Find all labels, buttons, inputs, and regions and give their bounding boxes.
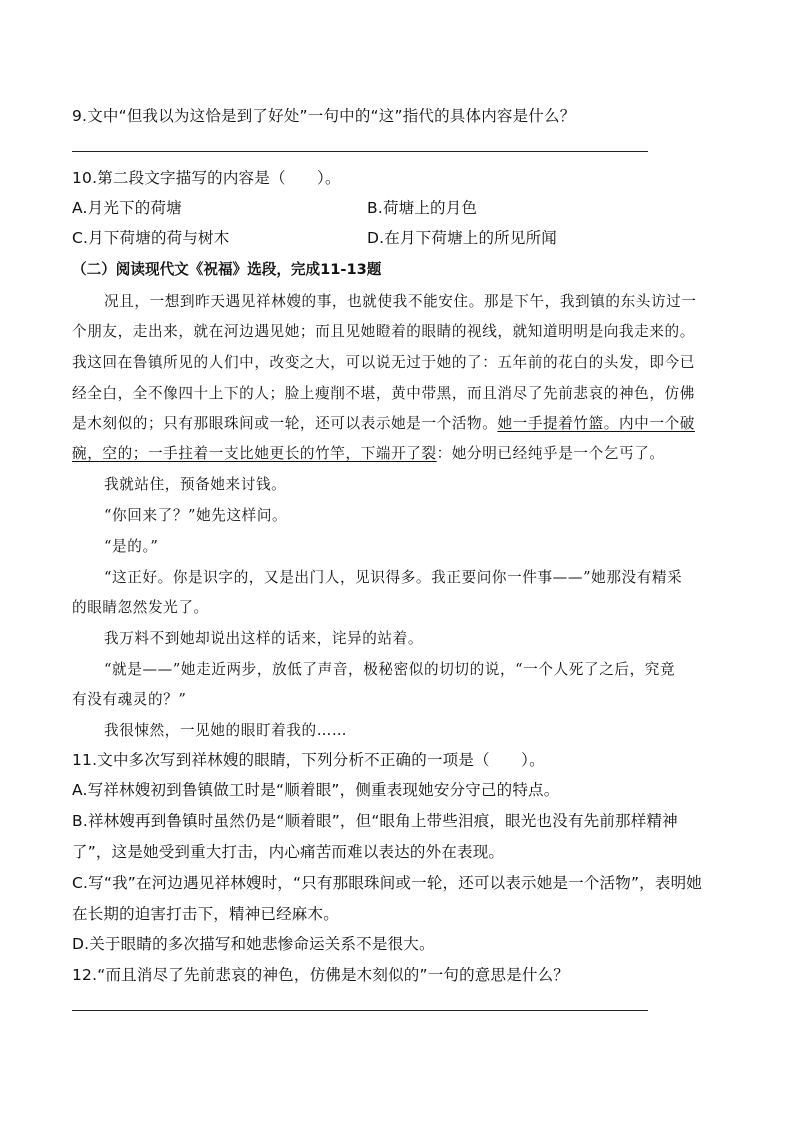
q11-stem: 11.文中多次写到祥林嫂的眼睛，下列分析不正确的一项是（ ）。: [72, 751, 545, 769]
q11-option-c: C.写“我”在河边遇见祥林嫂时，“只有那眼珠间或一轮，还可以表示她是一个活物”，表明她: [72, 874, 702, 892]
passage-line: 我这回在鲁镇所见的人们中，改变之大，可以说无过于她的了：五年前的花白的头发，即今已: [72, 354, 695, 371]
passage-line: “你回来了？”她先这样问。: [104, 507, 288, 524]
passage-line: [72, 414, 695, 434]
q11-option-b: B.祥林嫂再到鲁镇时虽然仍是“顺着眼”，但“眼角上带些泪痕，眼光也没有先前那样精神: [72, 812, 678, 830]
q11-option-d: D.关于眼睛的多次描写和她悲惨命运关系不是很大。: [72, 935, 435, 953]
q9-answer-line: [72, 151, 648, 152]
q11-option-c-cont: 在长期的迫害打击下，精神已经麻木。: [72, 905, 339, 923]
q10-stem: 10.第二段文字描写的内容是（ ）。: [72, 169, 341, 187]
underlined-passage: 她一手提着竹篮。内中一个破: [497, 415, 695, 432]
passage-line: “是的。”: [104, 538, 159, 555]
q12-answer-line: [72, 1010, 648, 1011]
q10-option-c: C.月下荷塘的荷与树木: [72, 229, 230, 247]
q10-option-d: D.在月下荷塘上的所见所闻: [367, 229, 557, 247]
passage-line: “就是——”她走近两步，放低了声音，极秘密似的切切的说，“一个人死了之后，究竟: [104, 661, 676, 678]
passage-line: 况且，一想到昨天遇见祥林嫂的事，也就使我不能安住。那是下午，我到镇的东头访过一: [104, 293, 697, 310]
passage-line: 我很悚然，一见她的眼盯着我的……: [104, 722, 348, 739]
passage-line: [72, 444, 665, 464]
passage-line: 经全白，全不像四十上下的人；脸上瘦削不堪，黄中带黑，而且消尽了先前悲哀的神色，仿佛: [72, 385, 695, 402]
q9-stem: 9.文中“但我以为这恰是到了好处”一句中的“这”指代的具体内容是什么？: [72, 107, 576, 125]
passage-line: 我万料不到她却说出这样的话来，诧异的站着。: [104, 630, 424, 647]
q10-option-a: A.月光下的荷塘: [72, 199, 182, 217]
q11-option-b-cont: 了”，这是她受到重大打击，内心痛苦而难以表达的外在表现。: [72, 843, 505, 861]
q12-stem: 12.“而且消尽了先前悲哀的神色，仿佛是木刻似的”一句的意思是什么？: [72, 966, 570, 984]
q10-option-b: B.荷塘上的月色: [367, 199, 478, 217]
passage-line: “这正好。你是识字的，又是出门人，见识得多。我正要问你一件事——”她那没有精采: [104, 569, 683, 586]
passage-line: 的眼睛忽然发光了。: [72, 599, 209, 616]
underlined-passage: 碗，空的；一手拄着一支比她更长的竹竿，下端开了裂: [72, 445, 437, 462]
passage-text: 是木刻似的；只有那眼珠间或一轮，还可以表示她是一个活物。: [72, 415, 498, 432]
section-heading: （二）阅读现代文《祝福》选段，完成11-13题: [72, 261, 382, 278]
passage-text: ：她分明已经纯乎是一个乞丐了。: [436, 445, 665, 462]
passage-line: 我就站住，预备她来讨钱。: [104, 476, 287, 493]
q11-option-a: A.写祥林嫂初到鲁镇做工时是“顺着眼”，侧重表现她安分守己的特点。: [72, 781, 560, 799]
passage-line: 个朋友，走出来，就在河边遇见她；而且见她瞪着的眼睛的视线，就知道明明是向我走来的。: [72, 323, 695, 340]
passage-line: 有没有魂灵的？”: [72, 691, 187, 708]
